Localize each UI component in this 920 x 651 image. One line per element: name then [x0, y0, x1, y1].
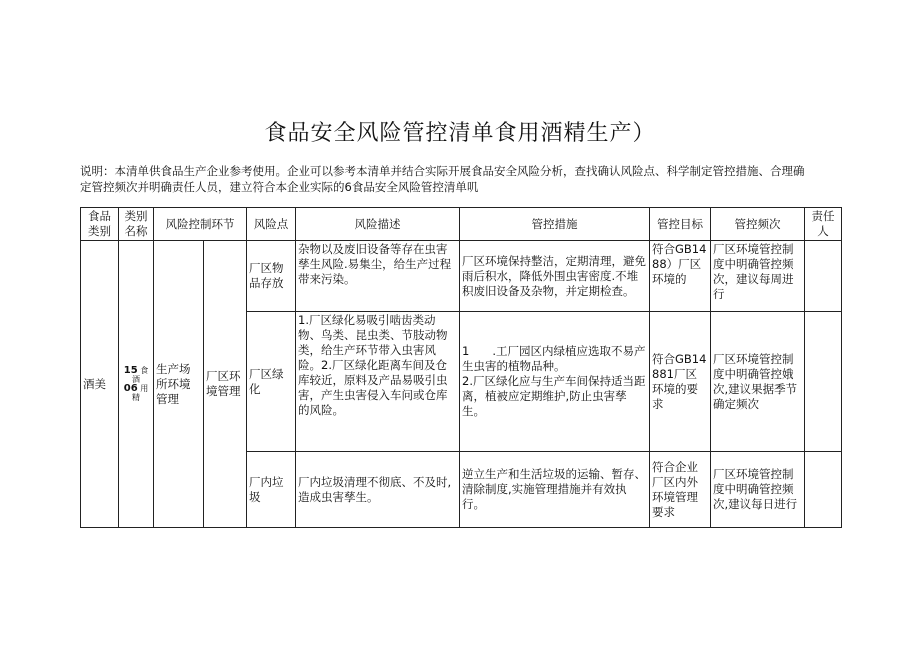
- control-measures-cell: 逆立生产和生活垃圾的运输、暂存、清除制度,实施管理措施并有效执行。: [460, 452, 650, 528]
- header-food-category: 食品类别: [81, 208, 119, 241]
- header-risk-description: 风险描述: [296, 208, 460, 241]
- header-control-link: 风险控制环节: [154, 208, 247, 241]
- category-code-a: 15: [123, 365, 138, 376]
- description: [80, 163, 850, 195]
- risk-control-table: [80, 207, 842, 528]
- responsible-cell: [805, 312, 842, 452]
- risk-description-cell: 厂内垃圾清理不彻底、不及时,造成虫害孳生。: [296, 452, 460, 528]
- header-control-target: 管控目标: [650, 208, 711, 241]
- table-header-row: [81, 208, 842, 241]
- control-link-main-cell: 生产场所环境管理: [154, 241, 204, 528]
- control-frequency-cell: 厂区环境管控制度中明确管控频次，建议每周进行: [711, 241, 805, 312]
- control-frequency-cell: 厂区环境管控制度中明确管控娥次,建议果据季节确定频次: [711, 312, 805, 452]
- control-target-cell: 符合GB1488）厂区环境的: [650, 241, 711, 312]
- responsible-cell: [805, 452, 842, 528]
- category-code-c: 06: [123, 383, 138, 394]
- control-measures-cell: [460, 312, 650, 452]
- risk-description-cell: 杂物以及废旧设备等存在虫害孳生风险.易集尘，给生产过程带来污染。: [296, 241, 460, 312]
- control-measures-cell: 厂区环境保持整洁，定期清理，避免雨后积水，降低外围虫害密度.不堆积废旧设备及杂物，并定期检查。: [460, 241, 650, 312]
- risk-point-cell: 厂区物品存放: [247, 241, 296, 312]
- category-code-d: 用精: [132, 384, 149, 402]
- risk-description-cell: 1.厂区绿化易吸引啮齿类动物、鸟类、昆虫类、节肢动物类，给生产环节带入虫害风险。2.厂区绿化距离车间及仓库较近，原料及产品易吸引虫害，产生虫害侵入车问或仓库的风险。: [296, 312, 460, 452]
- document-title: 食品安全风险管控清单食用酒精生产）: [264, 121, 656, 146]
- category-name-cell: [119, 241, 154, 528]
- description-line-1: 说明：本清单供食品生产企业参考使用。企业可以参考本清单并结合实际开展食品安全风险分析，查找确认风险点、科学制定管控措施、合理确: [80, 164, 805, 178]
- risk-point-cell: 厂区绿化: [247, 312, 296, 452]
- category-code-b: 食酒: [132, 366, 149, 384]
- header-category-name: 类别名称: [119, 208, 154, 241]
- food-category-cell: 酒美: [81, 241, 119, 528]
- control-measure-1: 1 .工厂园区内绿植应选取不易产生虫害的植物品种。: [462, 344, 646, 373]
- category-code: [121, 366, 151, 402]
- header-control-measures: 管控措施: [460, 208, 650, 241]
- header-control-frequency: 管控频次: [711, 208, 805, 241]
- table-row: [81, 241, 842, 312]
- description-line-2: 定管控频次并明确责任人员，建立符合本企业实际的6食品安全风险管控清单叽: [80, 180, 479, 194]
- control-link-sub-cell: 厂区环境管理: [204, 241, 247, 528]
- control-target-cell: 符合企业厂区内外环境管理要求: [650, 452, 711, 528]
- risk-point-cell: 厂内垃圾: [247, 452, 296, 528]
- responsible-cell: [805, 241, 842, 312]
- control-measure-2: 2.厂区绿化应与生产车间保持适当距离，植被应定期维护,防止虫害孳生。: [462, 374, 646, 418]
- header-responsible: 责任人: [805, 208, 842, 241]
- control-frequency-cell: 厂区环境管控制度中明确管控频次,建议每日进行: [711, 452, 805, 528]
- control-target-cell: 符合GB14881厂区环境的要求: [650, 312, 711, 452]
- header-risk-point: 风险点: [247, 208, 296, 241]
